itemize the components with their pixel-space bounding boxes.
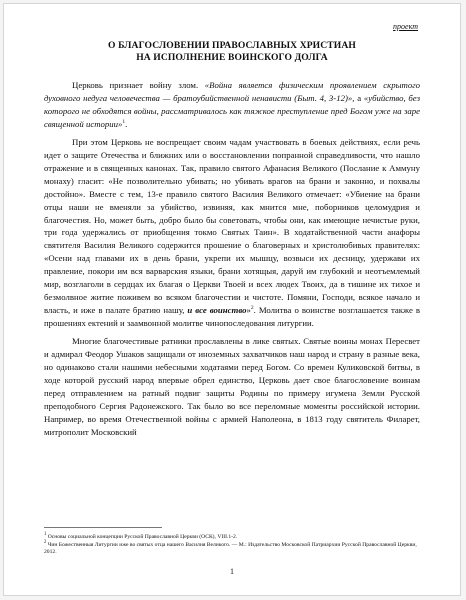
emphasis-all-army: и все воинство bbox=[187, 305, 247, 316]
page-number: 1 bbox=[230, 567, 234, 576]
paragraph-1 bbox=[44, 79, 420, 131]
paragraph-3: Многие благочестивые ратники прославлены в лике святых. Святые воины монах Пересвет и адмирал Феодор Ушаков защищали от иноземных захватчиков наш народ и страну в разные века, но одинаково стали нашими небесными ходатаями перед Богом. Со времен Куликовской битвы, в ходе которой русский народ впервые обрел единство, Церковь дает свое благословение воинам перед отправлением на ратный подвиг защиты Родины по примеру игумена Земли Русской преподобного Сергия Радонежского. Так было во все переломные моменты российской истории. Например, во время Отечественной войны с армией Наполеона, в 1813 году святитель Филарет, митрополит Московский bbox=[44, 336, 420, 437]
paragraph-2-text: При этом Церковь не воспрещает своим чадам участвовать в боевых действиях, если речь идет о защите Отечества и ближних или о восстановлении попранной справедливости, что нашло отражение и в священных канонах. Так, правило святого Афанасия Великого (Послание к Аммуну монаху) гласит: «Не позволительно убивать; но убивать врагов на брани и законно, и похвалы достойно». Вместе с тем, 13-е правило святого Василия Великого отмечает: «Убиение на брани отцы наши не вменяли за убийство, извиняя, как мнится мне, поборников целомудрия и благочестия. Но, может быть, добро было бы советовать, чтобы они, как имеющие нечистые руки, три года удержались от приобщения токмо Святых Таин». В ходатайственной части анафоры святителя Василия Великого содержится прошение о благоверных и христолюбивых правителях: «Осени над главами их в день брани, укрепи их мышцу, возвыси их десницу, удержави их правление, покори им вся варварския языки, брани хотящыя, даруй им глубокий и неотъемлемый мир, возглаголи в сердцах их благая о Церкви Твоей и всех людех Твоих, да в тишине их тихое и безмолвное житие поживем во всяком благочестии и чистоте. Помяни, Господи, всякое начало и власть, и иже в палате братию нашу, bbox=[44, 136, 420, 316]
paragraph-2-end: . Молитва о воинстве возглашается также в прошениях ектений и заамвонной молитве чинопоследования литургии. bbox=[44, 305, 420, 329]
footnote-2 bbox=[44, 539, 420, 556]
footnote-2-number: 2 bbox=[44, 540, 47, 545]
paragraph-1-end: . bbox=[125, 118, 128, 129]
footnote-1-number: 1 bbox=[44, 532, 47, 537]
footnote-1-text: Основы социальной концепции Русской Православной Церкви (ОСК), VIII.1-2. bbox=[46, 533, 238, 540]
draft-label: проект bbox=[393, 22, 418, 31]
document-title bbox=[44, 40, 420, 64]
quote-osk-2: «убийство, без которого не обходятся войны, рассматривалось как тяжкое преступление пред Богом уже на заре священной истории» bbox=[44, 92, 420, 129]
footnote-2-text: Чин Божественныя Литургии иже во святых отца нашего Василия Великого. — М.: Издательство Московской Патриархии Русской Православной Церкви, 2012. bbox=[44, 541, 417, 556]
paragraph-1-connector: , а bbox=[352, 92, 364, 103]
quote-osk-1: «Война является физическим проявлением скрытого духовного недуга человечества — братоубийственной ненависти (Быт. 4, 3-12)» bbox=[44, 80, 421, 103]
title-line-1: О БЛАГОСЛОВЕНИИ ПРАВОСЛАВНЫХ ХРИСТИАН bbox=[108, 40, 356, 51]
document-body bbox=[44, 79, 420, 444]
closing-quote-mark: » bbox=[246, 305, 251, 316]
title-line-2: НА ИСПОЛНЕНИЕ ВОИНСКОГО ДОЛГА bbox=[136, 52, 328, 63]
paragraph-1-intro: Церковь признает войну злом. bbox=[72, 80, 205, 90]
document-page bbox=[3, 3, 461, 596]
footnote-ref-1[interactable]: 1 bbox=[122, 118, 126, 125]
footnote-divider bbox=[44, 527, 162, 528]
paragraph-2 bbox=[44, 136, 420, 330]
footnote-ref-2[interactable]: 2 bbox=[250, 305, 254, 312]
